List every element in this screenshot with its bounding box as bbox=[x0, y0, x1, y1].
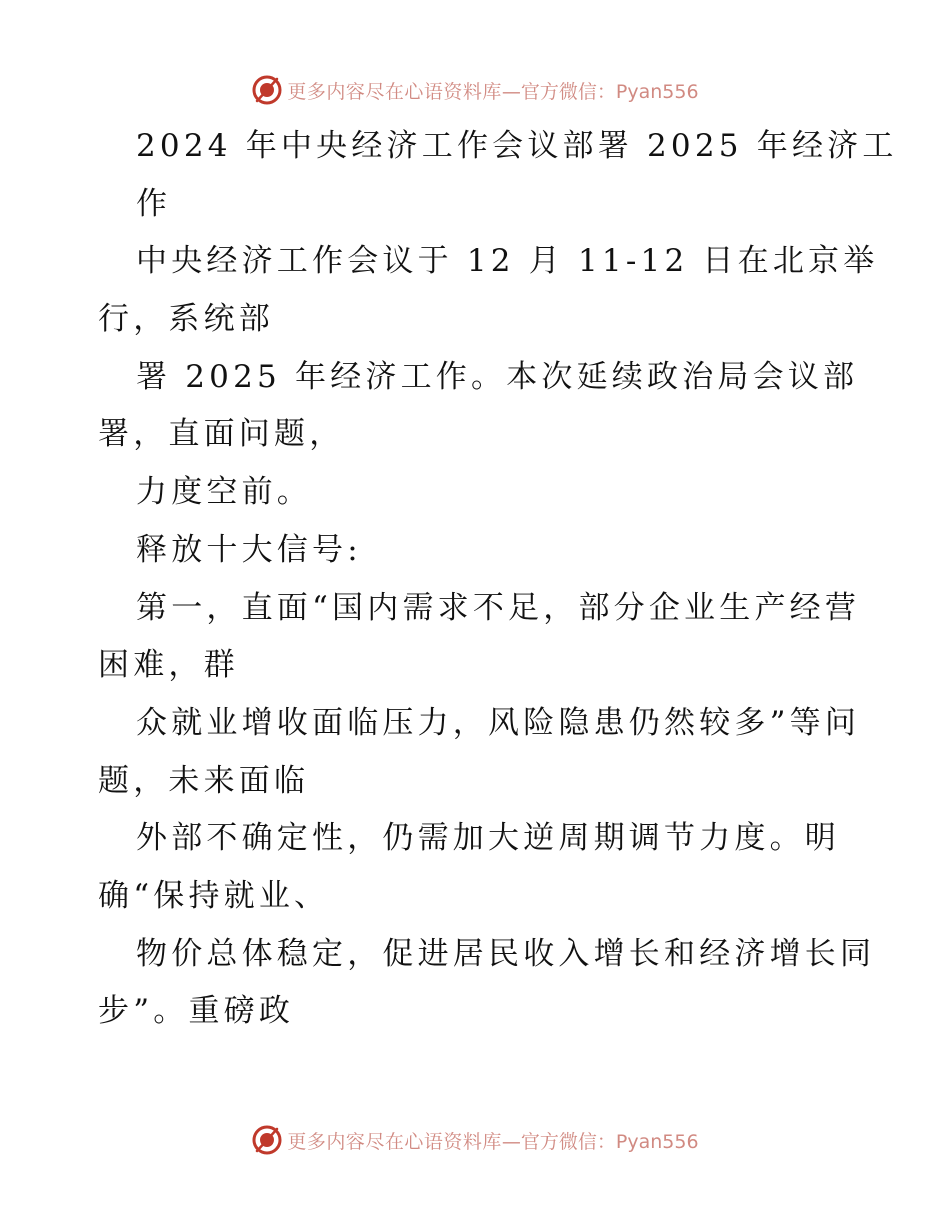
header-watermark bbox=[0, 70, 950, 110]
text-line: 署，直面问题， bbox=[98, 416, 345, 453]
document-body bbox=[98, 118, 898, 1041]
text-line: 第一，直面“国内需求不足，部分企业生产经营 bbox=[136, 589, 861, 626]
text-line: 作 bbox=[136, 185, 172, 222]
text-line: 2024 年中央经济工作会议部署 2025 年经济工 bbox=[136, 128, 898, 164]
text-line: 物价总体稳定，促进居民收入增长和经济增长同 bbox=[136, 935, 876, 972]
text-line: 题，未来面临 bbox=[98, 762, 310, 799]
text-line: 中央经济工作会议于 12 月 11-12 日在北京举 bbox=[136, 243, 879, 280]
watermark-contact: —官方微信：Pyan556 bbox=[501, 80, 699, 103]
watermark-text: 更多内容尽在心语资料库 bbox=[287, 80, 502, 103]
text-line: 行，系统部 bbox=[98, 301, 274, 338]
watermark-text: 更多内容尽在心语资料库 bbox=[287, 1130, 502, 1153]
text-line: 众就业增收面临压力，风险隐患仍然较多”等问 bbox=[136, 704, 861, 741]
footer-watermark bbox=[0, 1120, 950, 1160]
text-line: 困难，群 bbox=[98, 647, 239, 684]
text-line: 释放十大信号: bbox=[136, 531, 362, 568]
text-line: 外部不确定性，仍需加大逆周期调节力度。明 bbox=[136, 820, 840, 857]
text-line: 确“保持就业、 bbox=[98, 877, 330, 914]
text-line: 力度空前。 bbox=[136, 474, 312, 511]
watermark-contact: —官方微信：Pyan556 bbox=[501, 1130, 699, 1153]
text-line: 步”。重磅政 bbox=[98, 993, 295, 1030]
quill-pen-seal-icon bbox=[251, 1124, 283, 1156]
quill-pen-seal-icon bbox=[251, 74, 283, 106]
text-line: 署 2025 年经济工作。本次延续政治局会议部 bbox=[136, 358, 859, 395]
